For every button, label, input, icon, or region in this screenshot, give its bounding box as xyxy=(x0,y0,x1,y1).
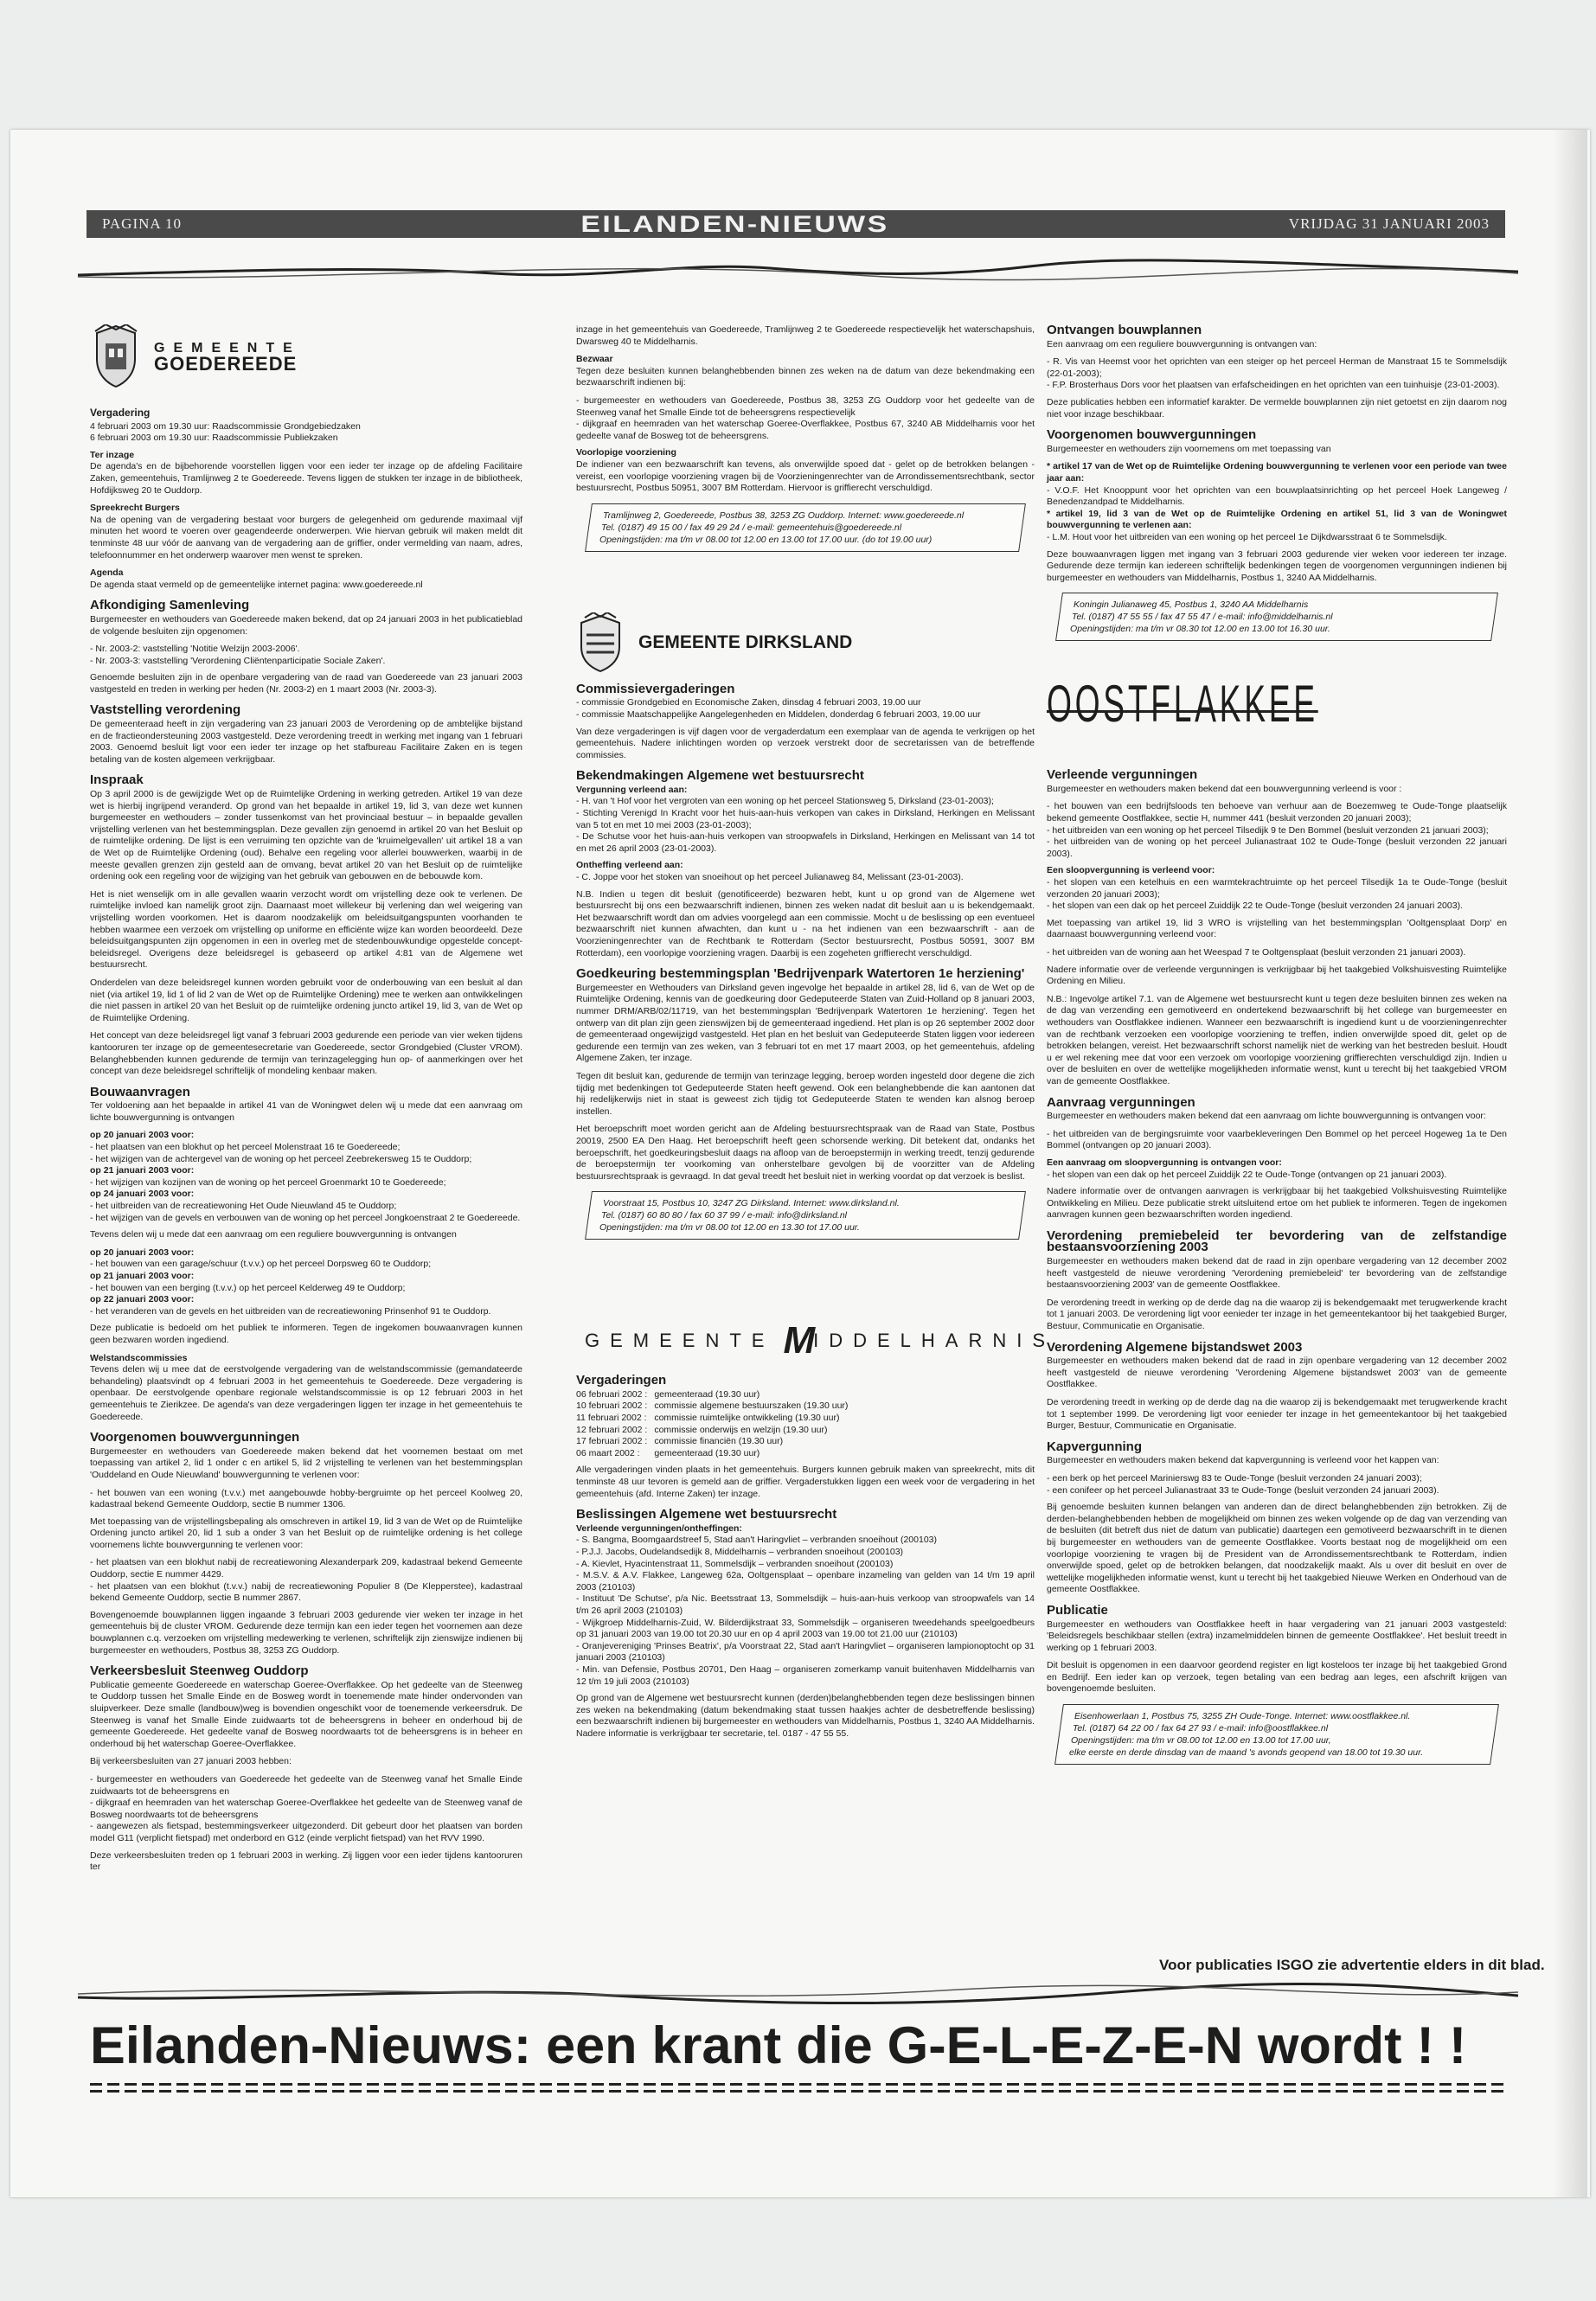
middelharnis-initial: M xyxy=(783,1319,816,1362)
paragraph: De agenda staat vermeld op de gemeentelijke internet pagina: www.goedereede.nl xyxy=(90,579,423,590)
list-item: - Nr. 2003-3: vaststelling 'Verordening Cliëntenparticipatie Sociale Zaken'. xyxy=(90,655,386,666)
table-cell: gemeenteraad (19.30 uur) xyxy=(654,1388,760,1400)
slogan-banner: Eilanden-Nieuws: een krant die G-E-L-E-Z-E-N wordt ! ! xyxy=(90,2016,1467,2074)
list-item: - Stichting Verenigd In Kracht voor het huis-aan-huis verkopen van cakes in Dirksland, Herkingen en Melissant van 5 tot en met 10 mei 2003 (23-01-2003); xyxy=(576,808,1035,830)
contact-line: Openingstijden: ma t/m vr 08.00 tot 12.00 en 13.30 tot 17.00 uur. xyxy=(599,1222,860,1234)
list-item: - De Schutse voor het huis-aan-huis verkopen van stroopwafels in Dirksland, Herkingen en Melissant van 14 tot en met 26 april 2003 (23-01-2003). xyxy=(576,831,1035,854)
list-item: - het uitbreiden van de bergingsruimte voor vaarbekleveringen Den Bommel op het perceel Hogeweg 1a te Den Bommel (ontvangen op 20 januari 2003). xyxy=(1047,1128,1507,1151)
paragraph: De verordening treedt in werking op de derde dag na die waarop zij is bekendgemaakt met terugwerkende kracht tot 1 januari 2003. De verordening ligt voor eenieder ter inzage in het gemeentekantoor bij het taakgebied Burger, Bestuur, Communicatie en Organisatie. xyxy=(1047,1297,1507,1332)
contact-line: Openingstijden: ma t/m vr 08.00 tot 12.00 en 13.00 tot 17.00 uur. (do tot 19.00 uur) xyxy=(599,534,933,545)
list-item: - Wijkgroep Middelharnis-Zuid, W. Bilderdijkstraat 33, Sommelsdijk – organiseren tweedehands speelgoedbeurs op 31 januari 2003 van 19.00 tot 20.30 uur en op 4 april 2003 van 19.00 tot 21.00 uur (210103) xyxy=(576,1617,1035,1640)
oostflakkee-logo xyxy=(1047,675,1507,769)
paragraph: Deze publicaties hebben een informatief karakter. De vermelde bouwplannen zijn niet getoetst en zijn daarom nog niet voor inzage beschikbaar. xyxy=(1047,396,1507,420)
list-item: - het bouwen van een woning (t.v.v.) met aangebouwde hobby-bergruimte op het perceel Koolweg 20, kadastraal bekend Gemeente Ouddorp, sectie B nummer 1306. xyxy=(90,1487,522,1510)
section-heading: Ontvangen bouwplannen xyxy=(1047,323,1202,337)
paragraph: Na de opening van de vergadering bestaat voor burgers de gelegenheid om gedurende maximaal vijf minuten het woord te voeren over geagendeerde onderwerpen. Wie hiervan gebruik wil maken meldt dit tenminste 48 uur vóór de aanvang van de vergadering aan de griffier, onder vermelding van naam, adres, telefoonnummer en het onderwerp waarover men wenst te spreken. xyxy=(90,514,522,561)
contact-line: Tel. (0187) 49 15 00 / fax 49 29 24 / e-mail: gemeentehuis@goedereede.nl xyxy=(601,522,902,533)
dirksland-contact-box xyxy=(585,1191,1026,1240)
list-item: - het wijzigen van kozijnen van de woning op het perceel Groenmarkt 10 te Goedereede; xyxy=(90,1176,446,1188)
section-heading: Beslissingen Algemene wet bestuursrecht xyxy=(576,1507,837,1522)
contact-line: elke eerste en derde dinsdag van de maand 's avonds geopend van 18.00 tot 19.30 uur. xyxy=(1069,1747,1424,1759)
paragraph: De verordening treedt in werking op de derde dag na die waarop zij is bekendgemaakt met terugwerkende kracht tot 1 september 1999. De verordening ligt voor eenieder ter inzage in het gemeentekantoor bij het taakgebied Burger, Bestuur, Communicatie en Organisatie. xyxy=(1047,1397,1507,1432)
list-item: - burgemeester en wethouders van Goedereede, Postbus 38, 3253 ZG Ouddorp voor het gedeelte van de Steenweg vanaf het Smalle Einde tot de beheersgrens respectievelijk xyxy=(576,394,1035,418)
paragraph: Burgemeester en wethouders maken bekend dat de raad in zijn openbare vergadering van 12 december 2002 heeft vastgesteld de nieuwe verordening 'Verordening premiebeleid' ter bevordering van de zelfstandige bestaansvoorziening 2003' van de gemeente Oostflakkee. xyxy=(1047,1256,1507,1291)
paragraph: Met toepassing van de vrijstellingsbepaling als omschreven in artikel 19, lid 3 van de Wet op de Ruimtelijke Ordening juncto artikel 20, lid 1 sub a onder 3 van het Besluit op de ruimtelijke ordening is het college voornemens lichte bouwvergunning te verlenen voor: xyxy=(90,1516,522,1550)
list-item: - Nr. 2003-2: vaststelling 'Notitie Welzijn 2003-2006'. xyxy=(90,644,300,655)
paragraph: N.B.: Ingevolge artikel 7.1. van de Algemene wet bestuursrecht kunt u tegen deze besluiten binnen zes weken na de dag van verzending een gemotiveerd en ondertekend bezwaarschrift bij het college van burgemeester en wethouders van Oostflakkee indienen. Wanneer een bezwaarschrift is ingediend kunt u de voorzieningenrechter van de rechtbank verzoeken een voorlopige voorziening te treffen, indien onverwijlde spoed dit, gelet op de betrokken belangen, vereist. Het bezwaarschrift schorst namelijk niet de werking van het bestreden besluit. Houdt u er wel rekening mee dat voor een verzoek om voorlopige voorziening griffierechten verschuldigd zijn. Indien u over de besluiten en over de wettelijke mogelijkheden informatie wenst, kunt u terecht bij het taakgebied VROM van de gemeente Oostflakkee. xyxy=(1047,993,1507,1086)
sub-heading: Een sloopvergunning is verleend voor: xyxy=(1047,865,1215,876)
paragraph: Bovengenoemde bouwplannen liggen ingaande 3 februari 2003 gedurende vier weken ter inzage in het gemeentehuis bij de cluster VROM. Gedurende deze termijn kan een ieder tegen het voornemen aan deze bouwplannen c.q. verzoeken om vrijstelling medewerking te verlenen, schriftelijk zijn zienswijze indienen bij burgemeester en wethouders, Postbus 38, 3253 ZG Ouddorp. xyxy=(90,1609,522,1656)
table-row xyxy=(576,1425,855,1437)
paragraph: Nadere informatie over de ontvangen aanvragen is verkrijgbaar bij het taakgebied Volkshuisvesting Ruimtelijke Ontwikkeling en Milieu. Deze publicatie strekt uitsluitend ertoe om het publiek te informeren. Tegen de ingekomen aanvragen kunnen geen bezwaarschriften worden ingediend. xyxy=(1047,1186,1507,1221)
contact-line: Tel. (0187) 47 55 55 / fax 47 55 47 / e-mail: info@middelharnis.nl xyxy=(1072,612,1333,623)
paragraph: N.B. Indien u tegen dit besluit (genotificeerde) bezwaren hebt, kunt u op grond van de Algemene wet bestuursrecht bij ons een bezwaarschrift indienen, binnen zes weken nadat dit besluit aan u is bekendgemaakt. Het bezwaarschrift wordt dan om advies voorgelegd aan een commissie. Mocht u de beslissing op een eventueel bezwaarschrift niet kunnen afwachten, dan kunt u - na het indienen van een bezwaarschrift - aan de Voorzieningenrechter van de Rechtbank te Rotterdam (Sector bestuursrecht, Postbus 50591, 3007 BM Rotterdam), een voorlopige voorziening vragen. Daarbij is een zogeheten griffierecht verschuldigd. xyxy=(576,888,1035,958)
gemeente-label: GEMEENTE xyxy=(585,1330,775,1352)
section-heading: Verordening premiebeleid ter bevordering van de zelfstandige bestaansvoorziening 2003 xyxy=(1047,1227,1507,1255)
masthead: EILANDEN-NIEUWS xyxy=(580,210,890,237)
list-item: - het bouwen van een bedrijfsloods ten behoeve van verhuur aan de Boezemweg te Oude-Tonge plaatselijk bekend gemeente Oostflakkee, sectie H, nummer 441 (besluit verzonden 20 januari 2003); xyxy=(1047,801,1507,824)
list-item: - aangewezen als fietspad, bestemmingsverkeer uitgezonderd. Dit gebeurt door het plaatsen van borden model G11 (verplicht fietspad) met onderbord en G12 (einde verplicht fietspad) van het RVV 1990. xyxy=(90,1821,522,1843)
paragraph: Burgemeester en wethouders zijn voornemens om met toepassing van xyxy=(1047,443,1331,454)
paragraph: Op grond van de Algemene wet bestuursrecht kunnen (derden)belanghebbenden tegen deze beslissingen binnen zes weken na bekendmaking (datum bekendmaking staat tussen haakjes achter de desbetreffende beslissing) een bezwaarschrift indienen bij burgemeester en wethouders van Middelharnis, Postbus 1, 3240 AA Middelharnis. Nadere informatie is verkrijgbaar ter secretarie, tel. 0187 - 47 55 55. xyxy=(576,1693,1035,1739)
list-item: - een conifeer op het perceel Julianastraat 33 te Oude-Tonge (besluit verzonden 24 januari 2003). xyxy=(1047,1484,1439,1496)
sub-heading: Ontheffing verleend aan: xyxy=(576,860,683,871)
list-item: - dijkgraaf en heemraden van het waterschap Goeree-Overflakkee, Postbus 67, 3240 AB Middelharnis voor het gedeelte vanaf de Bosweg tot de beheersgrens. xyxy=(576,419,1035,441)
list-item: op 21 januari 2003 voor: xyxy=(90,1165,195,1176)
list-item: - het slopen van een dak op het perceel Zuiddijk 22 te Oude-Tonge (besluit verzonden 24 januari 2003). xyxy=(1047,901,1463,912)
list-item: 4 februari 2003 om 19.30 uur: Raadscommissie Grondgebiedzaken xyxy=(90,420,361,432)
paragraph: Het beroepschrift moet worden gericht aan de Afdeling bestuursrechtspraak van de Raad van State, Postbus 20019, 2500 EA Den Haag. Het beroepschrift heeft geen schorsende werking. Dit betekent dat, ondanks het beroepschrift, het goedkeuringsbesluit daags na afloop van de beroepstermijn in werking treedt, tenzij gedurende de beroepstermijn ter voorkoming van onherstelbare gevolgen bij de voorzitter van de Afdeling bestuursrechtspraak is gevraagd. In dat geval treedt het besluit niet in werking voordat op dat verzoek is beslist. xyxy=(576,1124,1035,1182)
section-heading: Bouwaanvragen xyxy=(90,1084,190,1099)
paragraph: Burgemeester en wethouders van Goedereede maken bekend, dat op 24 januari 2003 in het publicatieblad de volgende besluiten zijn opgenomen: xyxy=(90,613,522,637)
paragraph: De indiener van een bezwaarschrift kan tevens, als onverwijlde spoed dat - gelet op de betrokken belangen - vereist, een voorlopige voorziening vragen bij de Voorzieningenrechter van de Arrondissementsrechtbank, sector bestuursrecht, Postbus 50951, 3007 BM Rotterdam. Hiervoor is griffierecht verschuldigd. xyxy=(576,458,1035,494)
paragraph: Burgemeester en wethouders maken bekend dat een aanvraag om lichte bouwvergunning is ontvangen voor: xyxy=(1047,1111,1486,1122)
sub-heading: Welstandscommissies xyxy=(90,1352,188,1363)
dirksland-name: GEMEENTE DIRKSLAND xyxy=(638,631,853,652)
goedereede-contact-box xyxy=(585,503,1026,552)
sub-heading: Ter inzage xyxy=(90,449,135,460)
table-row xyxy=(576,1400,855,1413)
sub-heading: Voorlopige voorziening xyxy=(576,447,676,458)
list-item: - het slopen van een dak op het perceel Zuiddijk 22 te Oude-Tonge (ontvangen op 21 januari 2003). xyxy=(1047,1169,1447,1180)
section-heading: Afkondiging Samenleving xyxy=(90,598,250,613)
sub-heading: Bezwaar xyxy=(576,354,613,365)
table-cell: commissie algemene bestuurszaken (19.30 uur) xyxy=(654,1400,849,1412)
list-item: op 20 januari 2003 voor: xyxy=(90,1247,195,1258)
column-right xyxy=(1047,324,1507,1777)
sub-heading: Spreekrecht Burgers xyxy=(90,503,180,514)
decorative-wave-top xyxy=(78,251,1518,285)
dashed-rule xyxy=(90,2083,1509,2086)
section-heading: Voorgenomen bouwvergunningen xyxy=(1047,427,1257,443)
paragraph: Alle vergaderingen vinden plaats in het gemeentehuis. Burgers kunnen gebruik maken van spreekrecht, mits dit tenminste 48 uur tevoren is gemeld aan de griffier. Vergaderstukken liggen een week voor de vergadering in het gemeentehuis (afd. Interne Zaken) ter inzage. xyxy=(576,1465,1035,1499)
section-heading: Publicatie xyxy=(1047,1602,1108,1618)
paragraph: Onderdelen van deze beleidsregel kunnen worden gebruikt voor de onderbouwing van een besluit al dan niet (via artikel 19, lid 1 of lid 2 van de Wet op de Ruimtelijke Ordening) mee te werken aan ontwikkelingen die niet passen in artikel 20 van het Besluit op de ruimtelijke ordening juncto artikel 19, lid 3, van de Wet op de Ruimtelijke Ordening. xyxy=(90,977,522,1023)
column-goedereede xyxy=(90,324,522,1880)
table-row xyxy=(576,1436,855,1448)
list-item: - commissie Maatschappelijke Aangelegenheden en Middelen, donderdag 6 februari 2003, 19.00 uur xyxy=(576,708,981,720)
table-cell: 12 februari 2002 : xyxy=(576,1424,648,1435)
table-cell: 06 maart 2002 : xyxy=(576,1447,640,1458)
contact-line: Tramlijnweg 2, Goedereede, Postbus 38, 3253 ZG Ouddorp. Internet: www.goedereede.nl xyxy=(602,510,965,521)
paragraph: Burgemeester en wethouders maken bekend dat de raad in zijn openbare vergadering van 12 december 2002 heeft vastgesteld de nieuwe verordening 'Verordening Algemene bijstandswet 2003' van de gemeente Oostflakkee. xyxy=(1047,1356,1507,1390)
table-cell: 11 februari 2002 : xyxy=(576,1413,647,1424)
contact-line: Voorstraat 15, Postbus 10, 3247 ZG Dirksland. Internet: www.dirksland.nl. xyxy=(602,1198,900,1209)
meeting-schedule xyxy=(576,1389,855,1460)
table-row xyxy=(576,1389,855,1401)
list-item: - Oranjevereniging 'Prinses Beatrix', p/a Voorstraat 22, Stad aan't Haringvliet – organiseren lampionoptocht op 31 januari 2003 (210103) xyxy=(576,1640,1035,1663)
paragraph: Dit besluit is opgenomen in een daarvoor geordend register en ligt kosteloos ter inzage bij het taakgebied Grond en Bedrijf. Een ieder kan op verzoek, tegen betaling van een bedrag aan leges, een afschrift krijgen van bovengenoemde besluiten. xyxy=(1047,1660,1507,1695)
isgo-note: Voor publicaties ISGO zie advertentie elders in dit blad. xyxy=(1159,1957,1545,1973)
paragraph: Publicatie gemeente Goedereede en waterschap Goeree-Overflakkee. Op het gedeelte van de Steenweg te Ouddorp tussen het Smalle Einde en de Bosweg wordt in toenemende mate hinder ondervonden van sluipverkeer. Deze smalle (landbouw)weg is bovendien ongeschikt voor de toenemende verkeersdruk. De Steenweg is vanaf het Smalle Einde zuidwaarts tot de beheersgrens in beheer en onderhoud bij de gemeente Goedereede. Het gedeelte vanaf de Bosweg noordwaarts tot de beheersgrens is in beheer en onderhoud bij het waterschap Goeree-Overflakkee. xyxy=(90,1679,522,1749)
paragraph: Met toepassing van artikel 19, lid 3 WRO is vrijstelling van het bestemmingsplan 'Ooltgensplaat Dorp' en daarnaast bouwvergunning verleend voor: xyxy=(1047,917,1507,940)
list-item: - S. Bangma, Boomgaardstreef 5, Stad aan't Haringvliet – verbranden snoeihout (200103) xyxy=(576,1535,938,1546)
paragraph: Een aanvraag om een reguliere bouwvergunning is ontvangen van: xyxy=(1047,338,1317,349)
list-item: - het uitbreiden van de woning aan het Weespad 7 te Ooltgensplaat (besluit verzonden 21 januari 2003). xyxy=(1047,947,1466,958)
list-item: - het plaatsen van een blokhut op het perceel Molenstraat 16 te Goedereede; xyxy=(90,1142,401,1153)
list-item: - Instituut 'De Schutse', p/a Nic. Beetsstraat 13, Sommelsdijk – huis-aan-huis verkoop van stroopwafels van 14 t/m 26 april 2003 (210103) xyxy=(576,1593,1035,1616)
section-heading: Verordening Algemene bijstandswet 2003 xyxy=(1047,1339,1303,1355)
paragraph: Bij genoemde besluiten kunnen belangen van anderen dan de direct belanghebbenden zijn betrokken. Zij de derden-belanghebbenden hebben de mogelijkheid om binnen zes weken volgende op de dag van verzending van de besluiten (dit betreft dus niet de datum van publicatie) daartegen een gemotiveerd bezwaarschrift in te dienen bij burgemeester en wethouders van de gemeente Oostflakkee. Voorts bestaat nog de mogelijkheid om een voorlopige voorziening te vragen bij de President van de Arrondissementsrechtbank te Rotterdam, indien onverwijlde spoed, gelet op de betrokken belangen, dat noodzakelijk maakt. Als u over dit besluit en over de wettelijke mogelijkheden informatie wenst, kunt u terecht bij het taakgebied Nieuwe Werken en Onderhoud van de gemeente Oostflakkee. xyxy=(1047,1502,1507,1595)
list-item: - C. Joppe voor het stoken van snoeihout op het perceel Julianaweg 84, Melissant (23-01-2003). xyxy=(576,872,964,883)
list-item: * artikel 17 van de Wet op de Ruimtelijke Ordening bouwvergunning te verlenen voor een periode van twee jaar aan: xyxy=(1047,461,1507,484)
list-item: - het bouwen van een garage/schuur (t.v.v.) op het perceel Dorpsweg 60 te Ouddorp; xyxy=(90,1259,432,1270)
table-cell: commissie financiën (19.30 uur) xyxy=(654,1436,784,1447)
list-item: - het uitbreiden van de recreatiewoning Het Oude Nieuwland 45 te Ouddorp; xyxy=(90,1201,397,1212)
section-heading: Aanvraag vergunningen xyxy=(1047,1094,1195,1110)
list-item: * artikel 19, lid 3 van de Wet op de Ruimtelijke Ordening en artikel 51, lid 3 van de Woningwet bouwvergunning te verlenen aan: xyxy=(1047,508,1507,531)
list-item: op 20 januari 2003 voor: xyxy=(90,1130,195,1141)
paragraph: Burgemeester en wethouders van Oostflakkee heeft in haar vergadering van 21 januari 2003 vastgesteld: 'Beleidsregels beschikbaar stellen (extra) inzamelmiddelen binnen de gemeente Oostflakkee'. Het besluit treedt in werking op 1 februari 2003. xyxy=(1047,1618,1507,1653)
section-heading: Commissievergaderingen xyxy=(576,681,735,696)
list-item: op 21 januari 2003 voor: xyxy=(90,1271,195,1281)
municipality-name: IDDELHARNIS xyxy=(813,1330,1056,1352)
contact-line: Tel. (0187) 64 22 00 / fax 64 27 93 / e-mail: info@oostflakkee.nl xyxy=(1072,1723,1329,1734)
section-heading: Vergadering xyxy=(90,407,151,419)
list-item: - het bouwen van een berging (t.v.v.) op het perceel Kelderweg 49 te Ouddorp; xyxy=(90,1282,406,1293)
list-item: - M.S.V. & A.V. Flakkee, Langeweg 62a, Ooltgensplaat – openbare inzameling van gelden van 14 t/m 19 april 2003 (210103) xyxy=(576,1570,1035,1593)
section-heading: Vergaderingen xyxy=(576,1373,667,1388)
list-item: op 24 januari 2003 voor: xyxy=(90,1189,195,1200)
list-item: - het veranderen van de gevels en het uitbreiden van de recreatiewoning Prinsenhof 91 te Ouddorp. xyxy=(90,1305,491,1317)
contact-line: Koningin Julianaweg 45, Postbus 1, 3240 AA Middelharnis xyxy=(1073,599,1309,611)
municipality-name: GOEDEREEDE xyxy=(154,353,298,375)
dirksland-crest-icon xyxy=(576,612,625,673)
paragraph: De gemeenteraad heeft in zijn vergadering van 23 januari 2003 de Verordening op de ambtelijke bijstand en de fractieondersteuning 2003 vastgesteld. Deze verordening treedt in werking met ingang van 1 februari 2003. Genoemd besluit ligt voor een ieder ter inzage op het stafbureau Facilitaire Zaken en is tegen betaling van de kosten algemeen verkrijgbaar. xyxy=(90,719,522,765)
paragraph: Nadere informatie over de verleende vergunningen is verkrijgbaar bij het taakgebied Volkshuisvesting Ruimtelijke Ordening en Milieu. xyxy=(1047,964,1507,987)
table-cell: 06 februari 2002 : xyxy=(576,1388,648,1400)
list-item: 6 februari 2003 om 19.30 uur: Raadscommissie Publiekzaken xyxy=(90,433,338,444)
dashed-rule xyxy=(90,2090,1509,2093)
goedereede-crest-icon xyxy=(90,324,142,388)
paragraph: Deze publicatie is bedoeld om het publiek te informeren. Tegen de ingekomen bouwaanvragen kunnen geen bezwaren worden ingediend. xyxy=(90,1323,522,1345)
oostflakkee-contact-box xyxy=(1054,1704,1499,1765)
paragraph: inzage in het gemeentehuis van Goedereede, Tramlijnweg 2 te Goedereede respectievelijk het waterschapshuis, Dwarsweg 40 te Middelharnis. xyxy=(576,324,1035,347)
paragraph: Van deze vergaderingen is vijf dagen voor de vergaderdatum een exemplaar van de agenda te verkrijgen op het gemeentehuis. Nadere inlichtingen worden op verzoek verstrekt door de secretarissen van de betreffende commissies. xyxy=(576,726,1035,760)
paragraph: Het concept van deze beleidsregel ligt vanaf 3 februari 2003 gedurende een periode van vier weken tijdens kantooruren ter inzage op de gemeentesecretarie van Goedereede, sector Grondgebied (Cluster VROM). Belanghebbenden kunnen gedurende de termijn van terinzagelegging hun op- of aanmerkingen over het concept van deze beleidsregel schriftelijk of mondeling kenbaar maken. xyxy=(90,1030,522,1077)
table-cell: commissie onderwijs en welzijn (19.30 uur) xyxy=(654,1424,828,1435)
list-item: - het plaatsen van een blokhut nabij de recreatiewoning Alexanderpark 209, kadastraal bekend Gemeente Ouddorp, sectie E nummer 4429. xyxy=(90,1557,522,1580)
section-heading: Inspraak xyxy=(90,772,144,788)
section-heading: Verleende vergunningen xyxy=(1047,767,1198,783)
paragraph: Tegen deze besluiten kunnen belanghebbenden binnen zes weken na de datum van deze bekendmaking een bezwaarschrift indienen bij: xyxy=(576,365,1035,388)
paragraph: Ter voldoening aan het bepaalde in artikel 41 van de Woningwet delen wij u mede dat een aanvraag om lichte bouwvergunning is ontvangen xyxy=(90,1100,522,1123)
list-item: op 22 januari 2003 voor: xyxy=(90,1294,195,1305)
decorative-wave-bottom xyxy=(78,1977,1518,2011)
section-heading: Vaststelling verordening xyxy=(90,702,241,718)
table-row xyxy=(576,1413,855,1425)
list-item: - een berk op het perceel Marinierswg 83 te Oude-Tonge (besluit verzonden 24 januari 2003); xyxy=(1047,1472,1422,1484)
paragraph: Burgemeester en wethouders maken bekend dat kapvergunning is verleend voor het kappen van: xyxy=(1047,1455,1439,1466)
list-item: - het uitbreiden van een woning op het perceel Tilsedijk 9 te Den Bommel (besluit verzonden 21 januari 2003); xyxy=(1047,824,1489,836)
section-heading: Kapvergunning xyxy=(1047,1439,1143,1454)
contact-line: Eisenhowerlaan 1, Postbus 75, 3255 ZH Oude-Tonge. Internet: www.oostflakkee.nl. xyxy=(1074,1711,1411,1722)
table-cell: commissie ruimtelijke ontwikkeling (19.30 uur) xyxy=(654,1413,840,1424)
sub-heading: Vergunning verleend aan: xyxy=(576,784,688,795)
section-heading: Goedkeuring bestemmingsplan 'Bedrijvenpark Watertoren 1e herziening' xyxy=(576,966,1025,982)
list-item: - F.P. Brosterhaus Dors voor het plaatsen van erfafscheidingen en het oprichten van een tuinhuisje (23-01-2003). xyxy=(1047,380,1500,391)
middelharnis-logo xyxy=(576,1317,1056,1364)
paragraph: Deze verkeersbesluiten treden op 1 februari 2003 in werking. Zij liggen voor een ieder tijdens kantooruren ter xyxy=(90,1849,522,1873)
list-item: - burgemeester en wethouders van Goedereede het gedeelte van de Steenweg vanaf het Smalle Einde zuidwaarts tot de beheersgrens en xyxy=(90,1773,522,1797)
list-item: - R. Vis van Heemst voor het oprichten van een steiger op het perceel Herman de Manstraat 15 te Sommelsdijk (22-01-2003); xyxy=(1047,356,1507,379)
list-item: - het wijzigen van de gevels en verbouwen van de woning op het perceel Jongkoenstraat 2 te Goedereede. xyxy=(90,1212,521,1223)
gemeente-label: GEMEENTE xyxy=(154,341,301,356)
middelharnis-contact-box xyxy=(1055,593,1498,641)
paragraph: Tevens delen wij u mede dat een aanvraag om een reguliere bouwvergunning is ontvangen xyxy=(90,1229,457,1240)
list-item: - P.J.J. Jacobs, Oudelandsedijk 8, Middelharnis – verbranden snoeihout (200103) xyxy=(576,1547,904,1557)
table-cell: 17 februari 2002 : xyxy=(576,1436,648,1447)
column-middle xyxy=(576,324,1056,1747)
paragraph: Deze bouwaanvragen liggen met ingang van 3 februari 2003 gedurende vier weken voor iedereen ter inzage. Gedurende deze termijn kan iedereen schriftelijk bedenkingen tegen de voorgenomen vergunningen indienen bij burgemeester en wethouders van Middelharnis, Postbus 1, 3240 AA Middelharnis. xyxy=(1047,548,1507,583)
contact-line: Openingstijden: ma t/m vr 08.00 tot 12.00 en 13.00 tot 17.00 uur, xyxy=(1071,1735,1331,1747)
paragraph: Tevens delen wij u mee dat de eerstvolgende vergadering van de welstandscommissie (gemandateerde behandeling) plaatsvindt op 4 februari 2003 in het gemeentehuis te Goedereede. Deze vergadering is openbaar. De eerstvolgende openbare regionale welstandscommissie is op 12 februari 2003 in het gemeentehuis te Zierikzee. De agenda's van deze vergaderingen liggen ter inzage in het gemeentehuis te Goedereede. xyxy=(90,1364,522,1422)
list-item: - het wijzigen van de achtergevel van de woning op het perceel Zeebrekersweg 15 te Ouddorp; xyxy=(90,1153,472,1164)
sub-heading: Verleende vergunningen/ontheffingen: xyxy=(576,1522,742,1534)
paragraph: De agenda's en de bijbehorende voorstellen liggen voor een ieder ter inzage op de afdeling Facilitaire Zaken, gemeentehuis, Tramlijnweg 2 te Goedereede. Tevens liggen de stukken ter inzage in de bibliotheek, Hofdijksweg 20 te Ouddorp. xyxy=(90,461,522,496)
sub-heading: Een aanvraag om sloopvergunning is ontvangen voor: xyxy=(1047,1157,1282,1168)
list-item: - L.M. Hout voor het uitbreiden van een woning op het perceel 1e Dijkdwarsstraat 6 te Sommelsdijk. xyxy=(1047,531,1447,542)
paragraph: Het is niet wenselijk om in alle gevallen waarin verzocht wordt om vrijstelling deze ook te verlenen. De ruimtelijke invloed kan namelijk groot zijn. Daarnaast moet willekeur bij verlening dan wel weigering van vrijstelling worden voorkomen. Het is daarom noodzakelijk om beleidsuitgangspunten voorhanden te hebben waarmee een verzoek om vrijstelling op uniforme en efficiënte wijze kan worden beoordeeld. Deze beleidsuitgangspunten zijn opgenomen in een in overleg met de stedenbouwkundige opgestelde concept-beleidsregel. Overigens deze beleidsregel is gebaseerd op artikel 4:81 van de Algemene wet bestuursrecht. xyxy=(90,888,522,971)
paragraph: Burgemeester en wethouders maken bekend dat een bouwvergunning verleend is voor : xyxy=(1047,783,1402,794)
table-cell: gemeenteraad (19.30 uur) xyxy=(654,1447,760,1458)
oostflakkee-wordmark: OOSTFLAKKEE xyxy=(1047,675,1318,734)
list-item: - het plaatsen van een blokhut (t.v.v.) nabij de recreatiewoning Populier 8 (De Klepperstee), kadastraal bekend Gemeente Ouddorp, sectie B nummer 2867. xyxy=(90,1580,522,1604)
list-item: - H. van 't Hof voor het vergroten van een woning op het perceel Stationsweg 5, Dirksland (23-01-2003); xyxy=(576,796,994,807)
paragraph: Genoemde besluiten zijn in de openbare vergadering van de raad van Goedereede van 23 januari 2003 vastgesteld en treden in werking per heden (Nr. 2003-2) en 1 maart 2003 (Nr. 2003-3). xyxy=(90,672,522,695)
table-cell: 10 februari 2002 : xyxy=(576,1400,648,1412)
list-item: - commissie Grondgebied en Economische Zaken, dinsdag 4 februari 2003, 19.00 uur xyxy=(576,697,921,708)
list-item: - dijkgraaf en heemraden van het waterschap Goeree-Overflakkee het gedeelte van de Steenweg vanaf de Bosweg noordwaarts tot de beheersgrens xyxy=(90,1798,522,1820)
list-item: - het uitbreiden van de woning op het perceel Julianastraat 102 te Oude-Tonge (besluit verzonden 22 januari 2003). xyxy=(1047,836,1507,859)
paragraph: Tegen dit besluit kan, gedurende de termijn van terinzage legging, beroep worden ingesteld door degene die zich tijdig met bedenkingen tot Gedeputeerde Staten heeft gewend. Ook een belanghebbende die kan aantonen dat hij redelijkerwijs niet in staat is geweest zich tijdig tot Gedeputeerde Staten te wenden kan alsnog beroep instellen. xyxy=(576,1070,1035,1117)
contact-line: Tel. (0187) 60 80 80 / fax 60 37 99 / e-mail: info@dirksland.nl xyxy=(601,1210,848,1221)
section-heading: Bekendmakingen Algemene wet bestuursrecht xyxy=(576,768,864,784)
sub-heading: Agenda xyxy=(90,567,124,579)
paragraph: Burgemeester en Wethouders van Dirksland geven ingevolge het bepaalde in artikel 28, lid 6, van de Wet op de Ruimtelijke Ordening, kennis van de goedkeuring door Gedeputeerde Staten van Zuid-Holland op 8 januari 2003, nummer DRM/ARB/02/11719, van het bestemmingsplan 'Bedrijvenpark Watertoren 1e herziening'. Tegen het ontwerp van dit plan zijn geen zienswijzen bij de gemeenteraad ingediend. Het plan is op 26 september 2002 door de gemeenteraad ongewijzigd vastgesteld. Het plan en het besluit van Gedeputeerde Staten liggen voor iedereen gedurende een termijn van zes weken, van 3 februari tot en met 17 maart 2003, op het gemeentehuis, afdeling Algemene Zaken, ter inzage. xyxy=(576,982,1035,1064)
paragraph: Op 3 april 2000 is de gewijzigde Wet op de Ruimtelijke Ordening in werking getreden. Artikel 19 van deze wet is hierbij ingrijpend veranderd. Op grond van het bepaalde in artikel 19, lid 3, van deze wet kunnen burgemeester en wethouders – zonder tussenkomst van het provinciaal bestuur – in bepaalde gevallen vrijstelling verlenen van het bestemmingsplan. Deze gevallen zijn genoemd in artikel 20 van het Besluit op de ruimtelijke ordening. De lijst is een verruiming ten opzichte van de 'kruimelgevallen' uit artikel 18 a van de Wet op de Ruimtelijke Ordening (oud). Behalve een regeling voor allerlei bouwwerken, waarbij in de meeste gevallen grenzen zijn gesteld aan de omvang, bevat artikel 20 van het Besluit op de ruimtelijke ordening ook een regeling voor de wijziging van het gebruik van gebouwen en de bebouwde kom. xyxy=(90,789,522,882)
page-fold-shadow xyxy=(1553,130,1587,2197)
page-header-bar xyxy=(87,210,1505,238)
issue-date: VRIJDAG 31 JANUARI 2003 xyxy=(1288,215,1490,232)
paragraph: Bij verkeersbesluiten van 27 januari 2003 hebben: xyxy=(90,1756,292,1767)
list-item: - het slopen van een ketelhuis en een warmtekrachtruimte op het perceel Tilsedijk 1a te Oude-Tonge (besluit verzonden 20 januari 2003); xyxy=(1047,877,1507,900)
dirksland-logo xyxy=(576,612,1035,673)
list-item: - V.O.F. Het Knooppunt voor het oprichten van een bouwplaatsinrichting op het perceel Hoek Langeweg / Benedenzandpad te Middelharnis. xyxy=(1047,484,1507,508)
table-row xyxy=(576,1448,855,1460)
goedereede-logo xyxy=(90,324,522,388)
list-item: - Min. van Defensie, Postbus 20701, Den Haag – organiseren zomerkamp vanuit buitenhaven Middelharnis van 12 t/m 19 juli 2003 (210103) xyxy=(576,1663,1035,1687)
paragraph: Burgemeester en wethouders van Goedereede maken bekend dat het voornemen bestaat om met toepassing van artikel 2, lid 1 onder c en artikel 5, lid 2 vrijstelling te verlenen van het bestemmingsplan 'Ouddeland en Oude Nieuwland' bouwvergunning te verlenen voor: xyxy=(90,1445,522,1480)
section-heading: Voorgenomen bouwvergunningen xyxy=(90,1430,300,1445)
list-item: - A. Kievlet, Hyacintenstraat 11, Sommelsdijk – verbranden snoeihout (200103) xyxy=(576,1558,894,1569)
page-number: PAGINA 10 xyxy=(102,215,182,232)
contact-line: Openingstijden: ma t/m vr 08.30 tot 12.00 en 13.00 tot 16.30 uur. xyxy=(1070,624,1330,635)
section-heading: Verkeersbesluit Steenweg Ouddorp xyxy=(90,1663,309,1679)
